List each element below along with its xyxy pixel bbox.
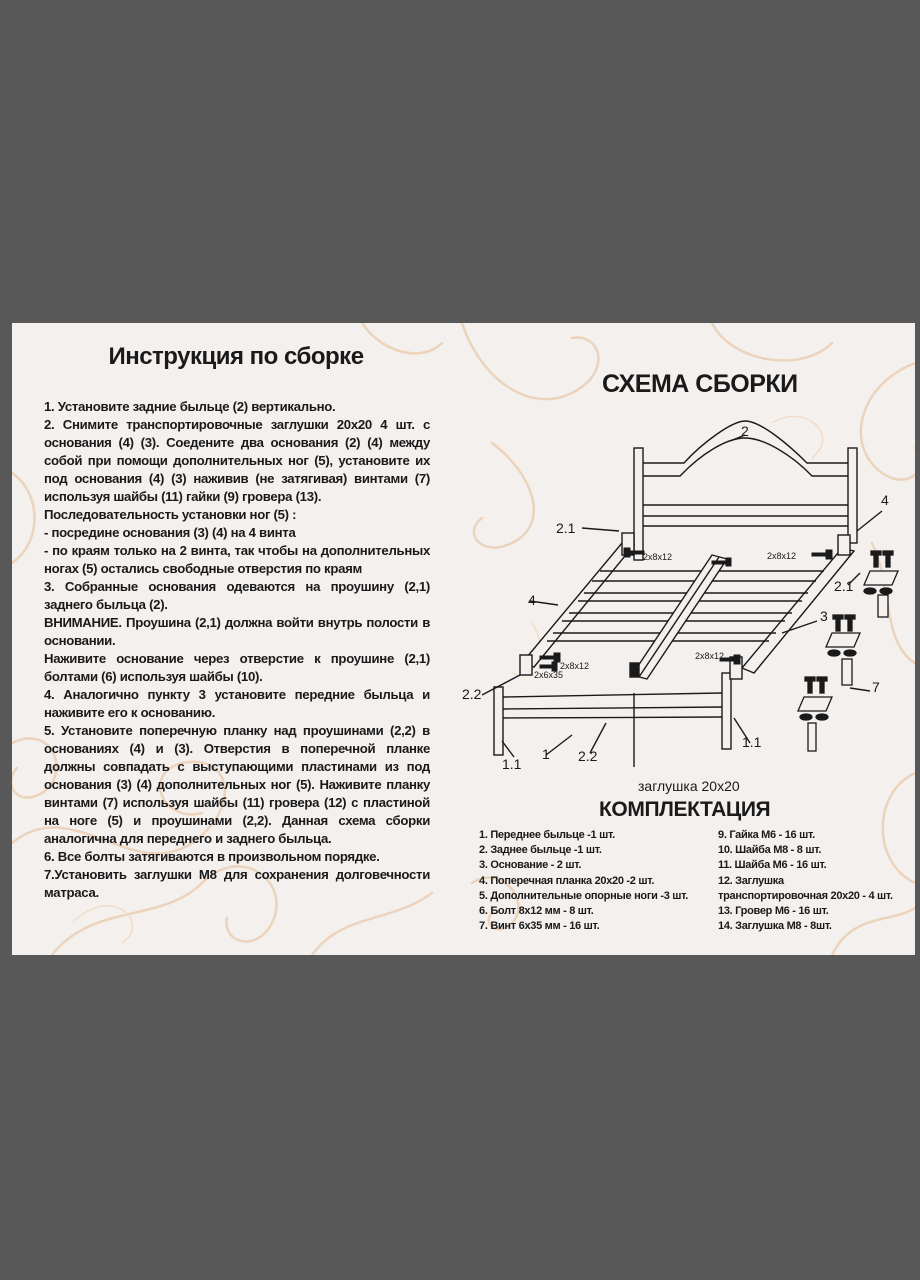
- label-front-leg-left: 1.1: [502, 756, 522, 772]
- kit-title: КОМПЛЕКТАЦИЯ: [599, 798, 771, 821]
- screw-cluster-top: [864, 551, 898, 617]
- scheme-title: СХЕМА СБОРКИ: [602, 370, 798, 398]
- label-screw: 7: [872, 679, 880, 695]
- label-eyelet-2-2-bottom: 2.2: [578, 748, 598, 764]
- step-item: Наживите основание через отверстие к проушине (2,1) болтами (6) используя шайбы (10).: [44, 651, 430, 684]
- step-item: 5. Установите поперечную планку над проушинами (2,2) в основаниях (4) и (3). Отверстия в поперечной планке должны совпадать с выступающими пластинами из под основания (3) (4) дополнительных ног (5). Наживите планку винтами (7) используя шайбы (11) гровера (12) с пластиной на ноге (5) и проушинами (2,2). Данная схема сборки аналогична для переднего и заднего быльца.: [44, 723, 430, 846]
- step-item: ВНИМАНИЕ. Проушина (2,1) должна войти внутрь полости в основании.: [44, 615, 430, 648]
- screw-cluster-bottom: [798, 677, 832, 751]
- kit-list-right: [718, 828, 914, 934]
- label-backboard: 2: [741, 423, 749, 439]
- kit-item: 6. Болт 8х12 мм - 8 шт.: [479, 905, 594, 918]
- label-eyelet-2-2-left: 2.2: [462, 686, 482, 702]
- kit-item: 9. Гайка М6 - 16 шт.: [718, 829, 815, 841]
- label-front-leg-right: 1.1: [742, 734, 762, 750]
- label-base-3: 3: [820, 608, 828, 624]
- label-screw-size: 2х6х35: [534, 670, 564, 680]
- label-footboard: 1: [542, 746, 550, 762]
- label-base-4-side: 4: [528, 592, 536, 608]
- kit-item: 3. Основание - 2 шт.: [479, 859, 582, 872]
- label-base-4: 4: [881, 492, 889, 508]
- label-eyelet-2-1-right: 2.1: [834, 578, 854, 594]
- step-item: 6. Все болты затягиваются в произвольном порядке.: [44, 849, 380, 864]
- label-eyelet-2-1-left: 2.1: [556, 520, 576, 536]
- kit-item: 10. Шайба М8 - 8 шт.: [718, 844, 822, 857]
- screw-cluster-middle: [826, 615, 860, 685]
- cap-label: заглушка 20х20: [638, 778, 740, 794]
- step-item: Последовательность установки ног (5) :: [44, 507, 297, 522]
- step-item: 4. Аналогично пункту 3 установите передние быльца и наживите его к основанию.: [44, 687, 430, 720]
- label-bolt-size: 2х8х12: [695, 651, 725, 661]
- kit-item: 14. Заглушка М8 - 8шт.: [718, 920, 832, 933]
- label-bolt-size: 2х8х12: [767, 551, 797, 561]
- instruction-sheet: [12, 323, 915, 955]
- instruction-steps: [44, 398, 430, 902]
- kit-item: 13. Гровер М6 - 16 шт.: [718, 905, 829, 918]
- step-item: 1. Установите задние быльце (2) вертикально.: [44, 399, 336, 414]
- step-item: 2. Снимите транспортировочные заглушки 20х20 4 шт. с основания (4) (3). Соедените два основания (2) (4) между собой при помощи дополнительных ног (5), установите их под основания (4) (3) наживив (не затягивая) винтами (7) используя шайбы (11) гайки (9) гровера (13).: [44, 417, 430, 504]
- kit-item: 5. Дополнительные опорные ноги -3 шт.: [479, 889, 689, 902]
- kit-item: 11. Шайба М6 - 16 шт.: [718, 859, 827, 872]
- kit-item: 1. Переднее быльце -1 шт.: [479, 829, 615, 841]
- label-bolt-size: 2х8х12: [643, 552, 673, 562]
- kit-item: 2. Заднее быльце -1 шт.: [479, 844, 602, 857]
- step-item: - по краям только на 2 винта, так чтобы на дополнительных ногах (5) остались свободные отверстия по краям: [44, 543, 430, 576]
- kit-item: транспортировочная 20х20 - 4 шт.: [718, 889, 893, 902]
- kit-list-left: [479, 828, 709, 934]
- step-item: - посредине основания (3) (4) на 4 винта: [44, 525, 296, 540]
- kit-item: 4. Поперечная планка 20х20 -2 шт.: [479, 874, 655, 887]
- kit-item: 7. Винт 6х35 мм - 16 шт.: [479, 920, 600, 933]
- step-item: 7.Установить заглушки М8 для сохранения долговечности матраса.: [44, 867, 430, 900]
- kit-item: 12. Заглушка: [718, 874, 784, 887]
- label-bolt-size: 2х8х12: [560, 661, 590, 671]
- assembly-diagram: [452, 413, 907, 783]
- instructions-title: Инструкция по сборке: [108, 343, 364, 370]
- step-item: 3. Собранные основания одеваются на проушину (2,1) заднего быльца (2).: [44, 579, 430, 612]
